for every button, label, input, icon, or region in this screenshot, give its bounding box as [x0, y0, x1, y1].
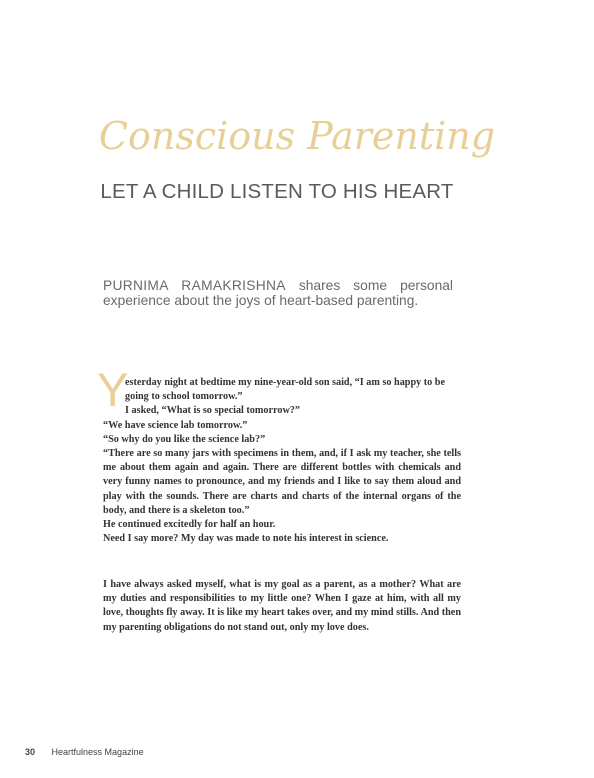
story-paragraph: “There are so many jars with specimens in them, and, if I ask my teacher, she tells me about them again and again. There are different bottles with chemicals and very funny names to pronounce, and my friends and I like to say them aloud and play with the sounds. There are charts and charts of the internal organs of the body, and there is a skeleton too.” [103, 448, 461, 516]
story-paragraph: esterday night at bedtime my nine-year-old son said, “I am so happy to be going to school tomorrow.” [125, 377, 445, 403]
story-paragraph: Need I say more? My day was made to note his interest in science. [103, 533, 389, 545]
story-paragraph: I asked, “What is so special tomorrow?” [125, 405, 300, 417]
author-name: PURNIMA RAMAKRISHNA [103, 278, 286, 293]
article-subtitle: LET A CHILD LISTEN TO HIS HEART [100, 180, 454, 203]
story-paragraph: “So why do you like the science lab?” [103, 433, 266, 445]
magazine-name: Heartfulness Magazine [51, 747, 144, 757]
story-paragraph: He continued excitedly for half an hour. [103, 519, 276, 531]
intro-text: shares some personal experience about the joys of heart-based parenting. [103, 278, 453, 308]
intro-paragraph [103, 278, 453, 308]
reflection-paragraph: I have always asked myself, what is my goal as a parent, as a mother? What are my duties and responsibilities to my little one? When I gaze at him, with all my love, thoughts fly away. It is like my heart takes over, and my mind stills. And then my parenting obligations do not stand out, only my love does. [103, 579, 461, 633]
article-title: Conscious Parenting [98, 114, 496, 158]
story-section [103, 376, 461, 546]
page-number: 30 [25, 747, 36, 757]
drop-cap-letter: Y [97, 363, 129, 416]
page-footer [25, 747, 144, 757]
story-paragraph: “We have science lab tomorrow.” [103, 419, 248, 431]
